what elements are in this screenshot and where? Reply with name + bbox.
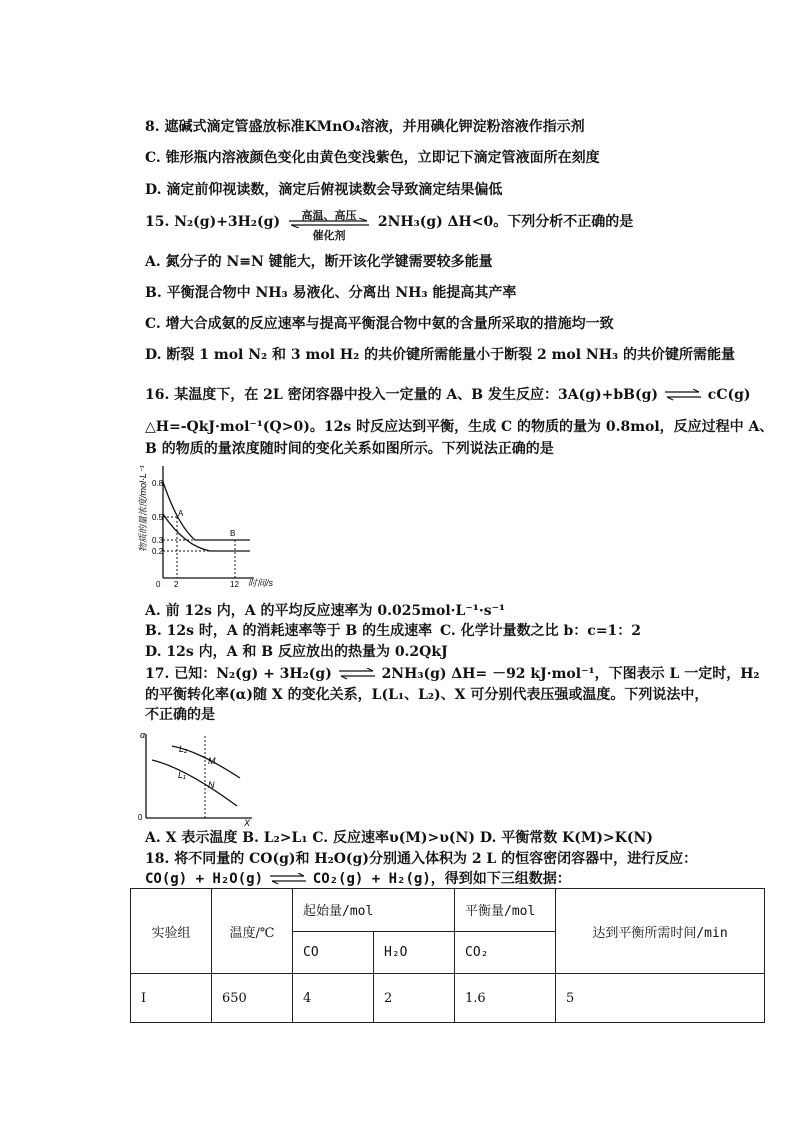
q16-ytick-0.2: 0.2 <box>152 547 164 556</box>
q16-option-c: C. 化学计量数之比 b：c=1：2 <box>440 623 642 639</box>
table-header-time: 达到平衡所需时间/min <box>556 889 765 974</box>
q16-concentration-graph <box>130 462 290 592</box>
q16-graph-xlabel: 时间/s <box>248 578 274 588</box>
q16-stem-line2: △H=-QkJ·mol⁻¹(Q>0)。12s 时反应达到平衡，生成 C 的物质的量为 0.8mol，反应过程中 A、 <box>145 419 774 435</box>
q16-label-a: A <box>178 509 184 518</box>
q17-curve-l1 <box>152 760 237 806</box>
q14-option-b: 8. 遮碱式滴定管盛放标准KMnO₄溶液，并用碘化钾淀粉溶液作指示剂 <box>145 119 585 135</box>
q15-arrow-bottom: 催化剂 <box>312 229 346 242</box>
q16-ytick-0.8: 0.8 <box>152 479 164 488</box>
q16-ytick-0.5: 0.5 <box>152 513 164 522</box>
q15-stem-left: 15. N₂(g)+3H₂(g) <box>145 214 281 230</box>
q15-option-d: D. 断裂 1 mol N₂ 和 3 mol H₂ 的共价键所需能量小于断裂 2 mol NH₃ 的共价键所需能量 <box>145 347 735 363</box>
q16-stem1-left: 16. 某温度下，在 2L 密闭容器中投入一定量的 A、B 发生反应：3A(g)+bB(g) <box>145 387 659 403</box>
q15-option-c: C. 增大合成氨的反应速率与提高平衡混合物中氨的含量所采取的措施均一致 <box>145 316 614 332</box>
q17-stem-line1 <box>145 665 760 683</box>
q17-label-l1: L₁ <box>178 770 186 780</box>
q17-stem-line2: 的平衡转化率(α)随 X 的变化关系，L(L₁、L₂)、X 可分别代表压强或温度。下列说法中， <box>145 687 709 703</box>
q17-graph-ylabel: α <box>140 730 146 740</box>
q17-options: A. X 表示温度 B. L₂>L₁ C. 反应速率υ(M)>υ(N) D. 平衡常数 K(M)>K(N) <box>145 830 653 846</box>
q17-stem-line3: 不正确的是 <box>145 707 215 723</box>
q16-xtick-12: 12 <box>230 580 239 589</box>
q15-option-b: B. 平衡混合物中 NH₃ 易液化、分离出 NH₃ 能提高其产率 <box>145 285 517 301</box>
q16-option-b: B. 12s 时，A 的消耗速率等于 B 的生成速率 <box>145 623 433 639</box>
table-header-eq: 平衡量/mol <box>455 889 556 932</box>
q15-stem <box>145 209 634 242</box>
q17-stem1-right: 2NH₃(g) ΔH= －92 kJ·mol⁻¹，下图表示 L 一定时，H₂ <box>381 666 760 682</box>
q15-equilibrium-arrow <box>289 209 369 242</box>
q15-option-a: A. 氮分子的 N≡N 键能大，断开该化学键需要较多能量 <box>145 254 493 270</box>
q16-xtick-0: 0 <box>156 580 161 589</box>
table-cell-temp: 650 <box>212 974 293 1023</box>
table-header-co: CO <box>293 931 374 974</box>
q17-label-n: N <box>208 780 215 790</box>
q16-ytick-0.3: 0.3 <box>152 536 164 545</box>
q18-stem-line1: 18. 将不同量的 CO(g)和 H₂O(g)分别通入体积为 2 L 的恒容密闭容器中，进行反应： <box>145 851 698 867</box>
q17-origin: 0 <box>138 813 143 822</box>
equilibrium-arrow-icon <box>339 668 375 680</box>
q16-option-d: D. 12s 内，A 和 B 反应放出的热量为 0.2QkJ <box>145 644 448 660</box>
table-header-co2: CO₂ <box>455 931 556 974</box>
q16-stem-line1 <box>145 386 751 404</box>
q14-option-d: D. 滴定前仰视读数，滴定后俯视读数会导致滴定结果偏低 <box>145 182 503 198</box>
q18-stem-line2 <box>145 870 571 888</box>
q15-arrow-top: 高温、高压 <box>301 209 357 222</box>
table-header-h2o: H₂O <box>374 931 455 974</box>
q17-stem1-left: 17. 已知：N₂(g) + 3H₂(g) <box>145 666 332 682</box>
q16-label-b: B <box>230 529 236 538</box>
equilibrium-arrow-icon <box>665 389 701 401</box>
q15-stem-right: 2NH₃(g) ΔH<0。下列分析不正确的是 <box>377 214 634 230</box>
table-cell-h2o: 2 <box>374 974 455 1023</box>
table-header-start: 起始量/mol <box>293 889 455 932</box>
q16-xtick-2: 2 <box>174 580 179 589</box>
table-header-group: 实验组 <box>131 889 212 974</box>
q16-option-a: A. 前 12s 内，A 的平均反应速率为 0.025mol·L⁻¹·s⁻¹ <box>145 603 506 619</box>
q18-stem2-left: CO(g) + H₂O(g) <box>145 871 264 887</box>
q16-graph-ylabel: 物质的量浓度/mol·L⁻¹ <box>138 465 148 552</box>
q17-label-m: M <box>208 756 216 766</box>
table-cell-time: 5 <box>556 974 765 1023</box>
q17-label-l2: L₂ <box>179 744 188 754</box>
equilibrium-arrow-icon <box>270 873 306 885</box>
q18-stem2-right: CO₂(g) + H₂(g)，得到如下三组数据： <box>312 871 571 887</box>
table-cell-group: I <box>131 974 212 1023</box>
table-cell-co2: 1.6 <box>455 974 556 1023</box>
table-cell-co: 4 <box>293 974 374 1023</box>
q17-graph-xlabel: X <box>244 818 251 828</box>
q14-option-c: C. 锥形瓶内溶液颜色变化由黄色变浅紫色，立即记下滴定管液面所在刻度 <box>145 150 600 166</box>
q16-stem-line3: B 的物质的量浓度随时间的变化关系如图所示。下列说法正确的是 <box>145 441 554 457</box>
q16-stem1-right: cC(g) <box>707 387 751 403</box>
q18-data-table <box>130 888 765 1023</box>
table-header-temp: 温度/℃ <box>212 889 293 974</box>
q17-conversion-graph <box>132 728 262 828</box>
q16-curve-b <box>163 514 250 551</box>
